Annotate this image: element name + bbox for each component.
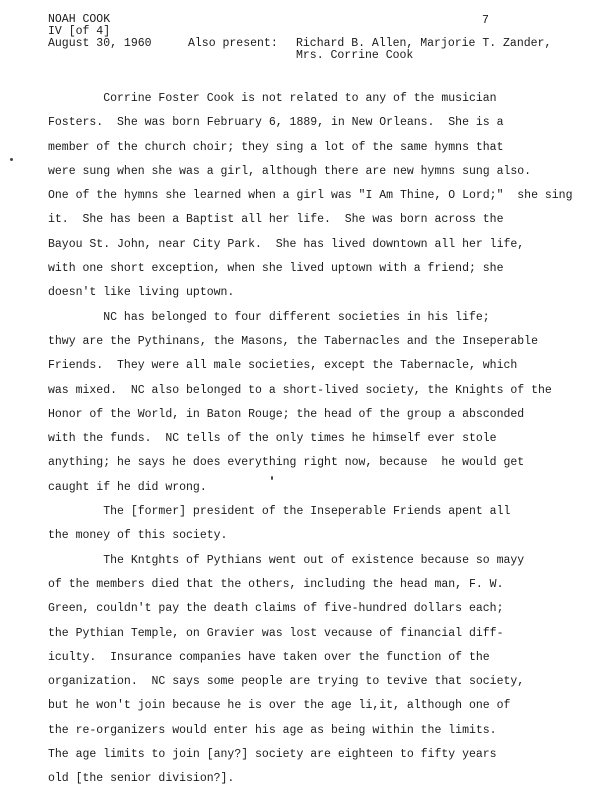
page-number: 7	[482, 14, 489, 27]
scan-speck	[10, 158, 13, 161]
text-line: with one short exception, when she lived uptown with a friend; she	[48, 262, 504, 276]
text-line: Fosters. She was born February 6, 1889, in New Orleans. She is a	[48, 116, 504, 130]
interviewee-name: NOAH COOK	[48, 13, 111, 26]
interview-date: August 30, 1960	[48, 37, 152, 50]
text-line: thwy are the Pythinans, the Masons, the Tabernacles and the Inseperable	[48, 334, 538, 348]
scan-speck	[271, 476, 273, 480]
text-line: old [the senior division?].	[48, 772, 235, 786]
also-present-label: Also present:	[188, 37, 278, 50]
text-line: with the funds. NC tells of the only times he himself ever stole	[48, 432, 497, 446]
text-line: anything; he says he does everything right now, because he would get	[48, 456, 525, 470]
text-line: NC has belonged to four different societies in his life;	[48, 310, 490, 324]
text-line: but he won't join because he is over the age li,it, although one of	[48, 699, 511, 713]
text-line: One of the hymns she learned when a girl was "I Am Thine, O Lord;" she sing	[48, 189, 573, 203]
also-present-names: Richard B. Allen, Marjorie T. Zander,	[296, 37, 552, 50]
text-line: was mixed. NC also belonged to a short-lived society, the Knights of the	[48, 383, 552, 397]
also-present-names-continued: Mrs. Corrine Cook	[296, 49, 414, 62]
text-line: caught if he did wrong.	[48, 480, 207, 494]
text-line: doesn't like living uptown.	[48, 286, 235, 300]
text-line: Green, couldn't pay the death claims of five-hundred dollars each;	[48, 602, 504, 616]
text-line: The Kntghts of Pythians went out of existence because so mayy	[48, 553, 525, 567]
text-line: The age limits to join [any?] society are eighteen to fifty years	[48, 748, 497, 762]
text-line: the Pythian Temple, on Gravier was lost vecause of financial diff-	[48, 626, 504, 640]
text-line: of the members died that the others, including the head man, F. W.	[48, 577, 504, 591]
text-line: member of the church choir; they sing a lot of the same hymns that	[48, 140, 504, 154]
text-line: iculty. Insurance companies have taken over the function of the	[48, 650, 490, 664]
text-line: organization. NC says some people are trying to tevive that society,	[48, 675, 525, 689]
text-line: Honor of the World, in Baton Rouge; the head of the group a absconded	[48, 407, 525, 421]
text-line: the money of this society.	[48, 529, 228, 543]
text-line: the re-organizers would enter his age as being within the limits.	[48, 723, 497, 737]
text-line: it. She has been a Baptist all her life. She was born across the	[48, 213, 504, 227]
text-line: were sung when she was a girl, although there are new hymns sung also.	[48, 164, 532, 178]
text-line: Corrine Foster Cook is not related to any of the musician	[48, 92, 497, 105]
text-line: The [former] president of the Inseperable Friends apent all	[48, 505, 511, 519]
reel-number: IV [of 4]	[48, 25, 111, 38]
text-line: Friends. They were all male societies, except the Tabernacle, which	[48, 359, 518, 373]
text-line: Bayou St. John, near City Park. She has lived downtown all her life,	[48, 237, 525, 251]
interview-summary-text	[48, 87, 608, 792]
